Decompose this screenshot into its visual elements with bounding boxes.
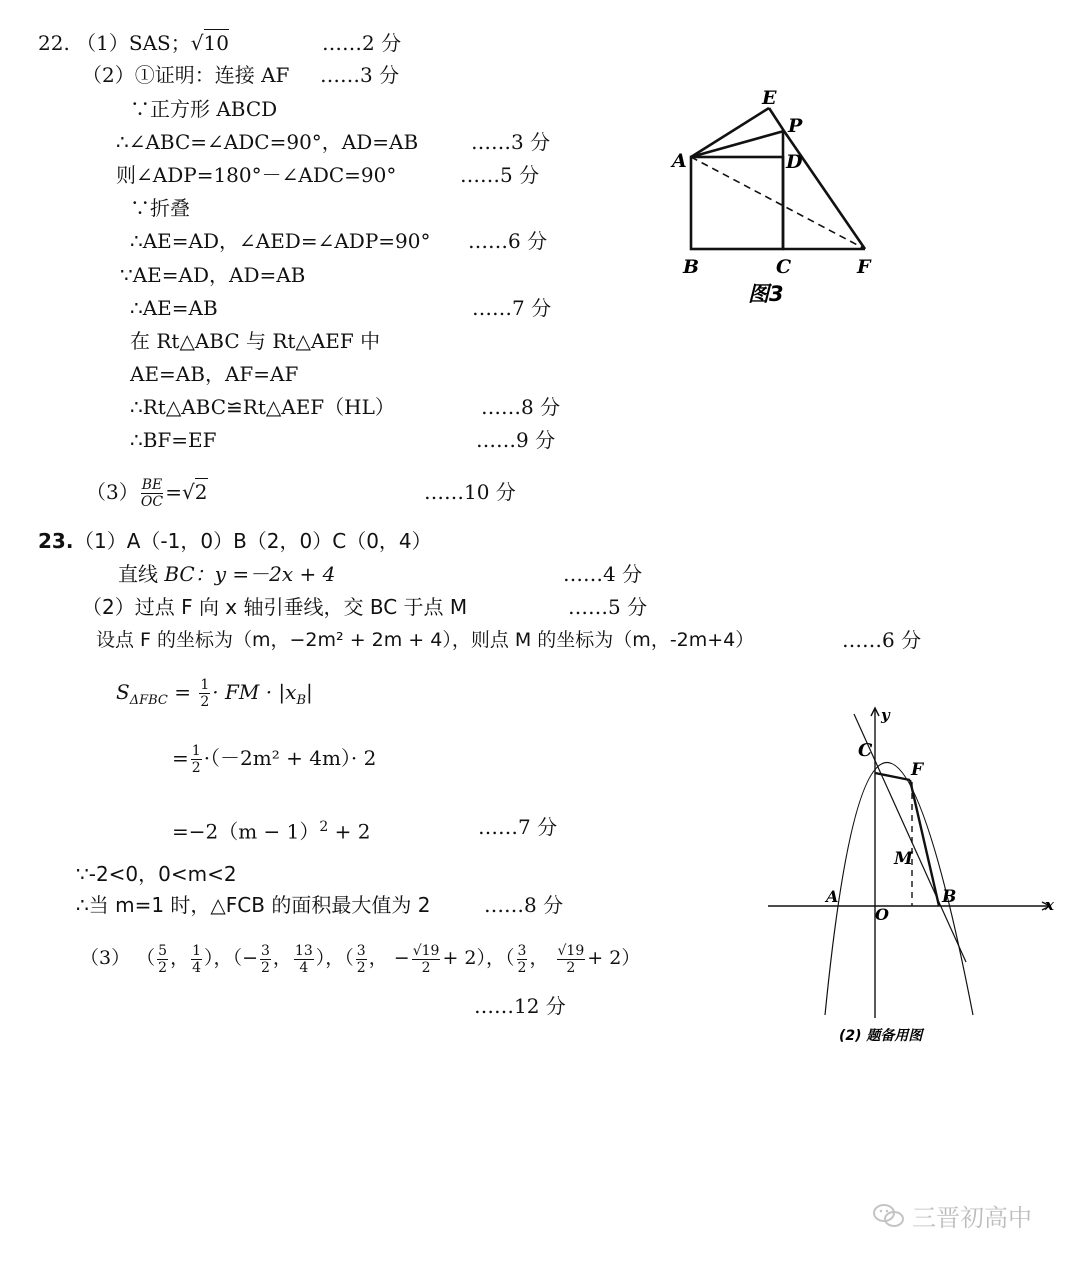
q22-line: 则∠ADP=180°－∠ADC=90° bbox=[116, 163, 397, 187]
q22-part1-sqrt: 10 bbox=[203, 31, 229, 55]
q22-part1: 22. （1）SAS；√10 bbox=[38, 31, 229, 55]
q22-line: AE=AB，AF=AF bbox=[130, 362, 299, 386]
answer-point-3: （ $\frac{3}{2}$ ， − $\frac{√19}{2}$ + 2） bbox=[344, 942, 487, 976]
q23-condition: ∵-2<0，0<m<2 bbox=[76, 862, 237, 886]
axis-label-x: x bbox=[1045, 896, 1054, 914]
label-B: B bbox=[942, 887, 957, 907]
q23-line-score: ……4 分 bbox=[563, 562, 643, 586]
q22-line: ∵折叠 bbox=[130, 196, 190, 220]
half-fraction: $\frac{1}{2}$ bbox=[200, 677, 210, 710]
label-A: A bbox=[672, 150, 687, 172]
q22-line: ∴AE=AB bbox=[130, 296, 218, 320]
q23-step3-score: ……7 分 bbox=[478, 815, 558, 839]
q23-part1: （1）A（-1，0）B（2，0）C（0，4） bbox=[74, 529, 432, 553]
q23-area-step2: = $\frac{1}{2}$ ·（－2m² + 4m）· 2 bbox=[172, 743, 377, 776]
q23-part3: （3） （ $\frac{5}{2}$ ， $\frac{1}{4}$ ），（− $\frac{3}{2}$ ， $\frac{13}{4}$ ），（ $\frac{3}{2}$ ， − $\frac{√19}{2}$ + 2），（ $\frac{3}{2}$ ， $\frac{√19}{2}$ + 2） bbox=[80, 942, 641, 976]
q22-part2-label: （2）①证明：连接 AF bbox=[82, 63, 290, 87]
axis-label-y: y bbox=[881, 706, 890, 724]
q22-line-score: ……6 分 bbox=[468, 229, 548, 253]
watermark-text: 三晋初高中 bbox=[912, 1204, 1032, 1232]
q22-part3-fraction: $\frac{BE}{OC}$ bbox=[140, 477, 164, 510]
q23-conclusion-score: ……8 分 bbox=[484, 893, 564, 917]
q22-line: 在 Rt△ABC 与 Rt△AEF 中 bbox=[130, 329, 381, 353]
q23-part2: （2）过点 F 向 x 轴引垂线，交 BC 于点 M bbox=[82, 595, 468, 619]
q23-area-step3: $=-2(m - 1)^2 + 2$ bbox=[172, 819, 371, 844]
answer-point-1: （ $\frac{5}{2}$ ， $\frac{1}{4}$ ） bbox=[136, 942, 214, 976]
half-fraction: $\frac{1}{2}$ bbox=[191, 743, 201, 776]
label-C: C bbox=[776, 256, 792, 278]
q22-part2-score: ……3 分 bbox=[320, 63, 400, 87]
q22-line-score: ……5 分 bbox=[460, 163, 540, 187]
label-A: A bbox=[826, 887, 839, 906]
q22-line-score: ……3 分 bbox=[471, 130, 551, 154]
label-B: B bbox=[683, 256, 700, 278]
q22-part1-label: （1）SAS； bbox=[76, 31, 191, 55]
label-F: F bbox=[857, 256, 871, 278]
answer-point-2: （− $\frac{3}{2}$ ， $\frac{13}{4}$ ） bbox=[232, 942, 326, 976]
q22-line: ∴∠ABC=∠ADC=90°，AD=AB bbox=[116, 130, 419, 154]
q22-line: ∴AE=AD，∠AED=∠ADP=90° bbox=[130, 229, 431, 253]
q23-set-f: 设点 F 的坐标为（m，−2m² + 2m + 4），则点 M 的坐标为（m，-2m+4） bbox=[96, 629, 755, 651]
q22-part1-score: ……2 分 bbox=[322, 31, 402, 55]
parabola-figure bbox=[760, 700, 1060, 1050]
q23-set-f-score: ……6 分 bbox=[842, 628, 922, 652]
label-D: D bbox=[786, 151, 803, 173]
answer-point-4: （ $\frac{3}{2}$ ， $\frac{√19}{2}$ + 2） bbox=[505, 942, 641, 976]
q23-part3-score: ……12 分 bbox=[474, 994, 566, 1018]
q23-number: 23. bbox=[38, 529, 74, 553]
q23-conclusion: ∴当 m=1 时，△FCB 的面积最大值为 2 bbox=[76, 893, 431, 917]
figure-3-caption: 图3 bbox=[748, 282, 784, 306]
q23-part2-score: ……5 分 bbox=[568, 595, 648, 619]
q23-area-formula: $S_{\Delta FBC}$ = $\frac{1}{2}$ · FM · $|x_B|$ bbox=[116, 677, 313, 710]
q22-line: ∴BF=EF bbox=[130, 428, 217, 452]
q22-line: ∵正方形 ABCD bbox=[130, 97, 278, 121]
label-O: O bbox=[875, 905, 889, 924]
label-F: F bbox=[911, 760, 924, 780]
label-M: M bbox=[894, 849, 913, 869]
label-P: P bbox=[788, 115, 803, 137]
q22-line: ∴Rt△ABC≌Rt△AEF（HL） bbox=[130, 395, 395, 419]
figure-3 bbox=[660, 80, 890, 310]
label-C: C bbox=[858, 740, 873, 761]
q22-part3-label: （3） bbox=[86, 480, 139, 504]
q22-line-score: ……9 分 bbox=[476, 428, 556, 452]
wechat-icon bbox=[872, 1202, 906, 1230]
watermark bbox=[872, 1198, 1032, 1233]
q22-number: 22. bbox=[38, 31, 70, 55]
q22-line: ∵AE=AD，AD=AB bbox=[120, 263, 306, 287]
q22-part3-score: ……10 分 bbox=[424, 480, 516, 504]
q22-line-score: ……8 分 bbox=[481, 395, 561, 419]
q22-part3: （3） $\frac{BE}{OC}$ =√2 bbox=[86, 477, 208, 510]
label-E: E bbox=[762, 87, 777, 109]
parabola-figure-caption: (2) 题备用图 bbox=[839, 1028, 923, 1044]
q22-part3-sqrt: 2 bbox=[194, 480, 208, 504]
q23-line-bc: 直线 BC：y =－2x + 4 bbox=[118, 562, 336, 586]
q22-line-score: ……7 分 bbox=[472, 296, 552, 320]
